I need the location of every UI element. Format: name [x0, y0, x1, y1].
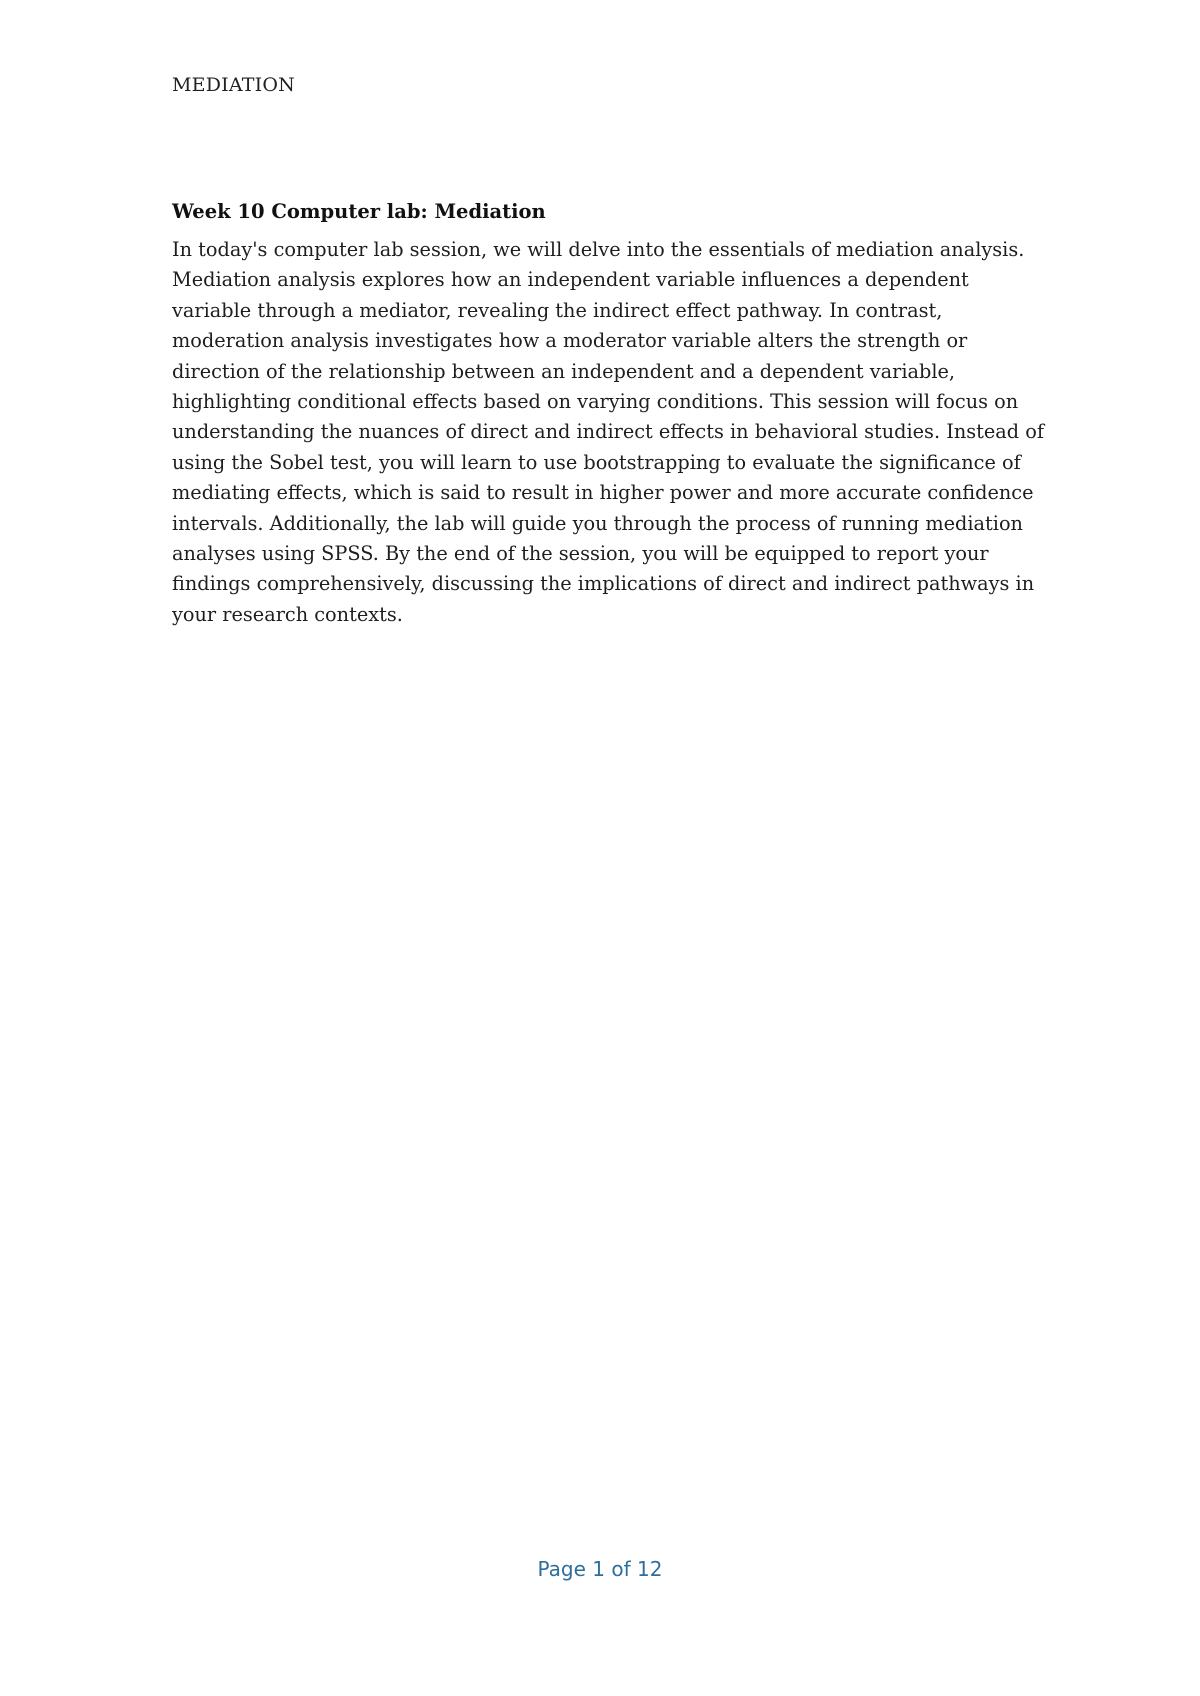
page-number-footer: Page 1 of 12 — [537, 1557, 663, 1581]
paragraph-line: understanding the nuances of direct and indirect effects in behavioral studies. Instead of — [172, 420, 1044, 444]
paragraph-line: Mediation analysis explores how an independent variable influences a dependent — [172, 268, 969, 292]
paragraph-line: highlighting conditional effects based on varying conditions. This session will focus on — [172, 390, 1019, 414]
paragraph-line: variable through a mediator, revealing the indirect effect pathway. In contrast, — [172, 298, 943, 322]
paragraph-line: mediating effects, which is said to result in higher power and more accurate confidence — [172, 481, 1034, 505]
paragraph-line: analyses using SPSS. By the end of the session, you will be equipped to report your — [172, 542, 989, 566]
paragraph-line: intervals. Additionally, the lab will guide you through the process of running mediation — [172, 511, 1023, 535]
paragraph-line: direction of the relationship between an independent and a dependent variable, — [172, 359, 956, 383]
page-content — [172, 200, 1052, 630]
running-head: MEDIATION — [172, 74, 295, 96]
paragraph-line: your research contexts. — [172, 602, 403, 626]
paragraph-line: In today's computer lab session, we will delve into the essentials of mediation analysis. — [172, 238, 1025, 261]
page-title: Week 10 Computer lab: Mediation — [172, 200, 546, 223]
intro-paragraph — [172, 235, 1052, 630]
paragraph-line: using the Sobel test, you will learn to use bootstrapping to evaluate the significance of — [172, 450, 1021, 474]
paragraph-line: moderation analysis investigates how a moderator variable alters the strength or — [172, 329, 968, 353]
paragraph-line: findings comprehensively, discussing the implications of direct and indirect pathways in — [172, 572, 1035, 596]
